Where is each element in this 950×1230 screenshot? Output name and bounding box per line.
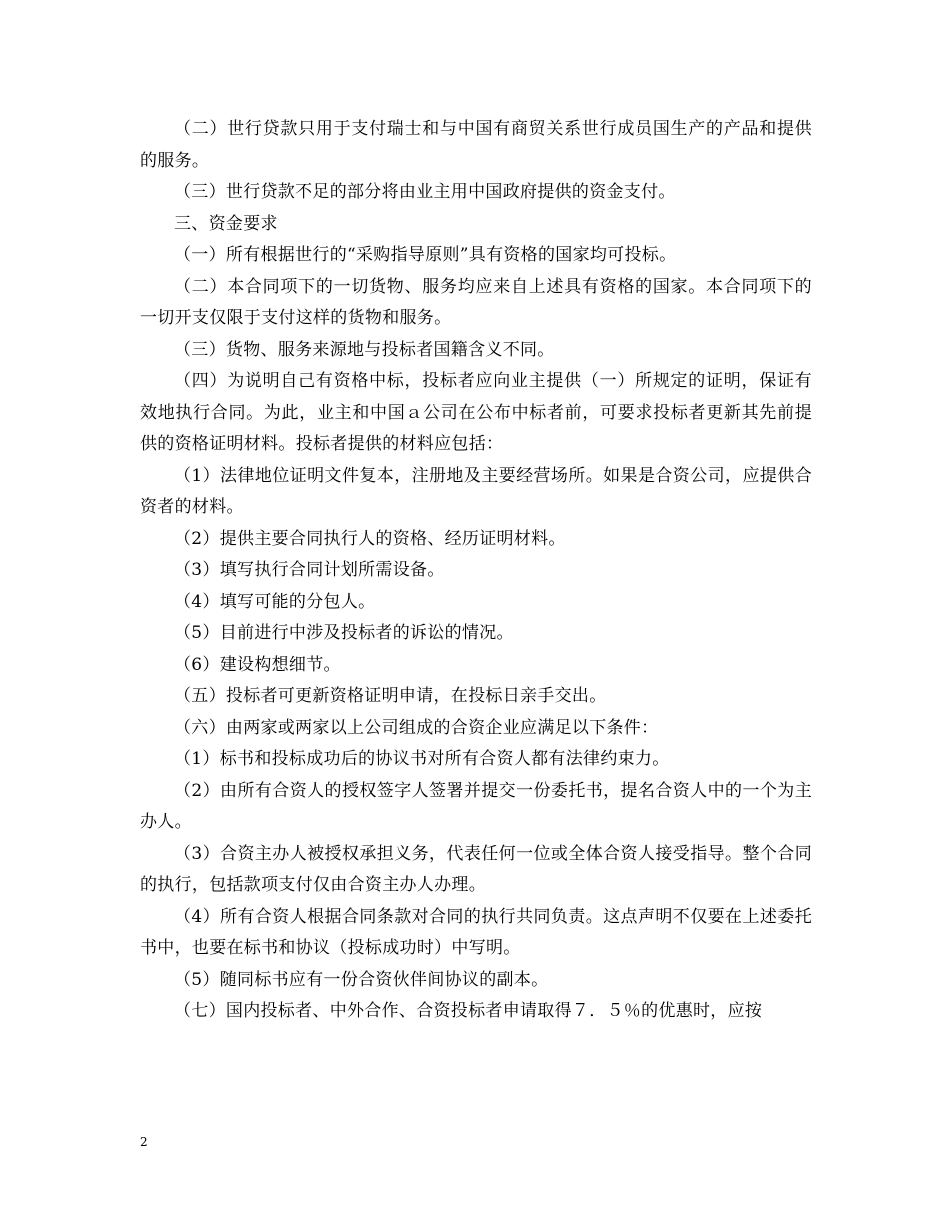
list-item: （4）填写可能的分包人。 <box>174 591 376 612</box>
paragraph: （七）国内投标者、中外合作、合资投标者申请取得７．５％的优惠时，应按 <box>174 1001 763 1021</box>
paragraph: （一）所有根据世行的“采购指导原则”具有资格的国家均可投标。 <box>174 245 677 265</box>
list-item: （1）标书和投标成功后的协议书对所有合资人都有法律约束力。 <box>174 749 670 769</box>
list-item: （5）随同标书应有一份合资伙伴间协议的副本。 <box>174 969 549 990</box>
paragraph: （二）世行贷款只用于支付瑞士和与中国有商贸关系世行成员国生产的产品和提供的服务。 <box>140 119 812 171</box>
paragraph: （六）由两家或两家以上公司组成的合资企业应满足以下条件： <box>174 717 659 738</box>
list-item: （3）填写执行合同计划所需设备。 <box>174 560 445 580</box>
list-item: （6）建设构想细节。 <box>174 654 341 675</box>
paragraph: （五）投标者可更新资格证明申请，在投标日亲手交出。 <box>174 686 607 706</box>
list-item: （1）法律地位证明文件复本，注册地及主要经营场所。如果是合资公司，应提供合资者的材料。 <box>140 465 812 517</box>
document-body <box>140 114 812 1028</box>
paragraph: （三）货物、服务来源地与投标者国籍含义不同。 <box>174 339 555 360</box>
section-heading: 三、资金要求 <box>174 213 278 234</box>
list-item: （3）合资主办人被授权承担义务，代表任何一位或全体合资人接受指导。整个合同的执行，包括款项支付仅由合资主办人办理。 <box>140 843 812 895</box>
page-number: 2 <box>140 1135 148 1149</box>
paragraph: （四）为说明自己有资格中标，投标者应向业主提供（一）所规定的证明，保证有效地执行合同。为此，业主和中国ａ公司在公布中标者前，可要求投标者更新其先前提供的资格证明材料。投标者提供的材料应包括： <box>140 371 812 454</box>
list-item: （2）由所有合资人的授权签字人签署并提交一份委托书，提名合资人中的一个为主办人。 <box>140 780 812 832</box>
list-item: （5）目前进行中涉及投标者的诉讼的情况。 <box>174 623 514 643</box>
paragraph: （二）本合同项下的一切货物、服务均应来自上述具有资格的国家。本合同项下的一切开支仅限于支付这样的货物和服务。 <box>140 276 812 328</box>
list-item: （4）所有合资人根据合同条款对合同的执行共同负责。这点声明不仅要在上述委托书中，也要在标书和协议（投标成功时）中写明。 <box>140 906 812 958</box>
list-item: （2）提供主要合同执行人的资格、经历证明材料。 <box>174 528 566 549</box>
paragraph: （三）世行贷款不足的部分将由业主用中国政府提供的资金支付。 <box>174 182 676 202</box>
